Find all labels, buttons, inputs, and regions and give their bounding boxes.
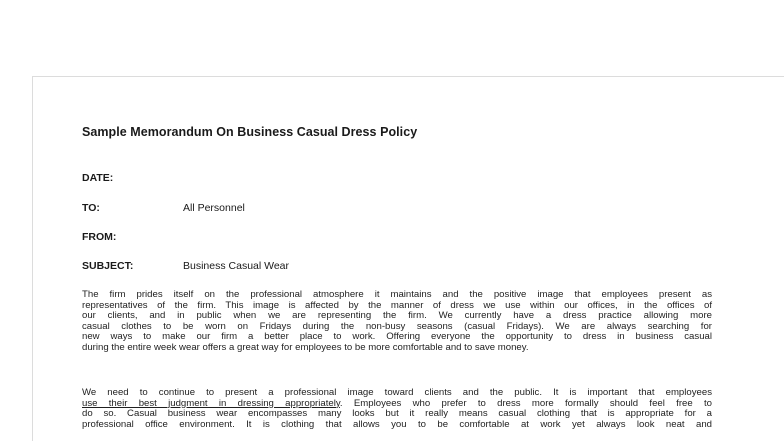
to-value: All Personnel	[183, 202, 245, 214]
paragraph-line: The firm prides itself on the professional atmosphere it maintains and the positive image that employees present as	[82, 289, 712, 300]
underlined-phrase: use their best judgment in dressing appropriately	[82, 397, 340, 409]
paragraph-1	[82, 290, 712, 354]
paragraph-line: our clients, and in public when we are representing the firm. We currently have a dress practice allowing more	[82, 310, 712, 322]
paragraph-line-rest: . Employees who prefer to dress more formally should feel free to	[339, 397, 712, 409]
paragraph-line: new ways to make our firm a better place to work. Offering everyone the opportunity to dress in business casual	[82, 331, 712, 343]
memo-page	[32, 76, 784, 441]
paragraph-line: during the entire week wear offers a great way for employees to be more comfortable and to save money.	[82, 341, 529, 353]
from-label: FROM:	[82, 231, 117, 243]
date-label: DATE:	[82, 172, 114, 184]
to-label: TO:	[82, 202, 100, 214]
paragraph-line: We need to continue to present a professional image toward clients and the public. It is important that employees	[82, 387, 712, 398]
paragraph-line: professional office environment. It is clothing that allows you to be comfortable at work yet always look neat and	[82, 418, 712, 430]
paragraph-2	[82, 388, 712, 430]
memo-title: Sample Memorandum On Business Casual Dress Policy	[82, 125, 418, 139]
subject-label: SUBJECT:	[82, 260, 134, 272]
paragraph-line: representatives of the firm. This image is affected by the manner of dress we use within our offices, in the offices of	[82, 299, 712, 311]
subject-value: Business Casual Wear	[183, 260, 290, 272]
paragraph-line: casual clothes to be worn on Fridays during the non-busy seasons (casual Fridays). We are always searching for	[82, 320, 712, 332]
paragraph-line: do so. Casual business wear encompasses many looks but it really means casual clothing that is appropriate for a	[82, 408, 712, 420]
